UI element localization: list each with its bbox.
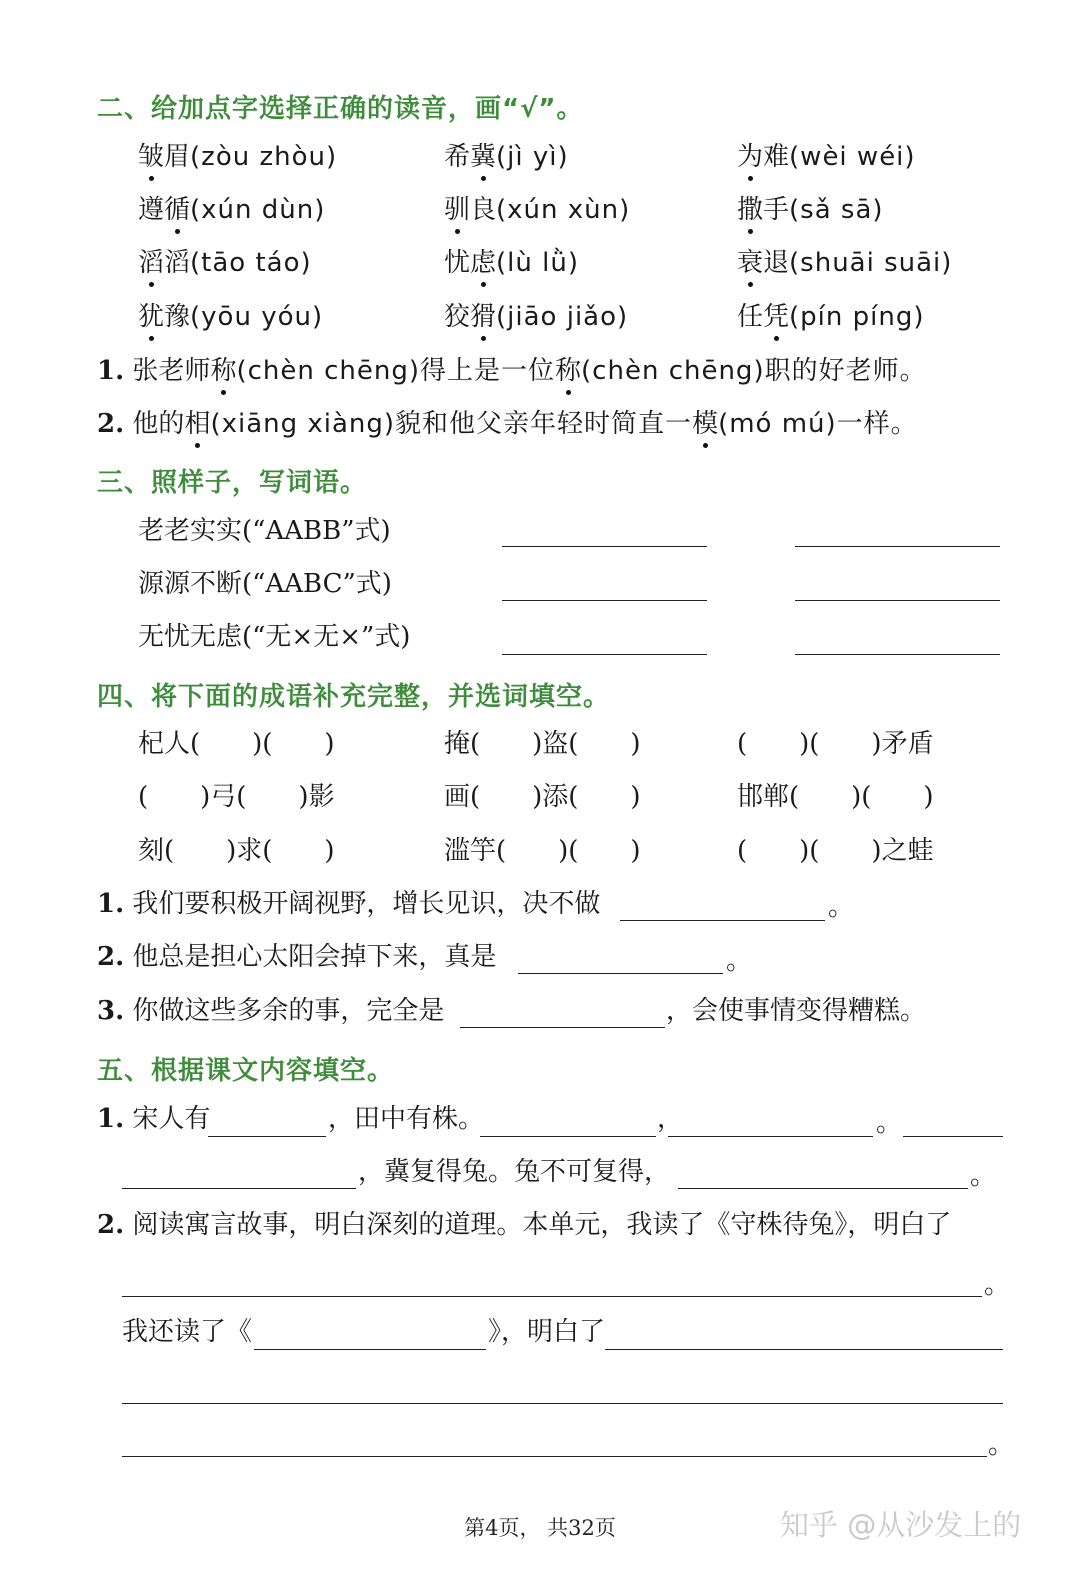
pinyin-sentence-1: 1. 张老师称(chèn chēng)得上是一位称(chèn chēng)职的好老师。 bbox=[97, 356, 927, 386]
page-footer: 第4页， 共32页 bbox=[464, 1516, 616, 1540]
answer-blank[interactable] bbox=[518, 973, 723, 974]
period: 。 bbox=[970, 1161, 997, 1191]
idiom-item[interactable]: 刻( )求( ) bbox=[138, 836, 335, 866]
watermark: 知乎 @从沙发上的 bbox=[780, 1508, 1022, 1542]
answer-blank[interactable] bbox=[795, 654, 1000, 655]
idiom-item[interactable]: 杞人( )( ) bbox=[138, 729, 335, 759]
idiom-item[interactable]: ( )( )之蛙 bbox=[737, 836, 934, 866]
word-pattern-item: 无忧无虑(“无×无×”式) bbox=[138, 622, 411, 652]
answer-blank[interactable] bbox=[795, 600, 1000, 601]
answer-blank[interactable] bbox=[122, 1296, 982, 1297]
text-fragment: ， bbox=[657, 1104, 684, 1134]
pinyin-item: 衰退(shuāi suāi) bbox=[737, 248, 953, 278]
pinyin-item: 皱眉(zòu zhòu) bbox=[138, 142, 338, 172]
reading-question: 2. 阅读寓言故事，明白深刻的道理。本单元，我读了《守株待兔》，明白了 bbox=[97, 1210, 952, 1240]
pinyin-item: 驯良(xún xùn) bbox=[444, 195, 631, 225]
answer-blank[interactable] bbox=[502, 654, 707, 655]
fill-question-1: 1. 我们要积极开阔视野，增长见识，决不做 bbox=[97, 889, 601, 919]
period: 。 bbox=[984, 1270, 1011, 1300]
answer-blank[interactable] bbox=[460, 1027, 665, 1028]
answer-blank[interactable] bbox=[795, 546, 1000, 547]
pinyin-item: 遵循(xún dùn) bbox=[138, 195, 326, 225]
answer-blank[interactable] bbox=[254, 1349, 486, 1350]
idiom-item[interactable]: ( )( )矛盾 bbox=[737, 729, 934, 759]
pinyin-item: 为难(wèi wéi) bbox=[737, 142, 916, 172]
text-fragment: ，冀复得兔。兔不可复得， bbox=[358, 1157, 671, 1187]
text-fragment: ，田中有株。 bbox=[328, 1104, 485, 1134]
answer-blank[interactable] bbox=[620, 920, 825, 921]
fill-question-2: 2. 他总是担心太阳会掉下来，真是 bbox=[97, 942, 497, 972]
answer-blank[interactable] bbox=[122, 1188, 356, 1189]
answer-blank[interactable] bbox=[605, 1349, 1003, 1350]
pinyin-item: 滔滔(tāo táo) bbox=[138, 248, 312, 278]
period: 。 bbox=[828, 892, 855, 922]
idiom-item[interactable]: 画( )添( ) bbox=[444, 782, 641, 812]
answer-blank[interactable] bbox=[122, 1456, 987, 1457]
pinyin-item: 忧虑(lù lǜ) bbox=[444, 248, 579, 278]
answer-blank[interactable] bbox=[678, 1188, 968, 1189]
period: 。 bbox=[726, 946, 753, 976]
period: 。 bbox=[988, 1430, 1015, 1460]
idiom-item[interactable]: ( )弓( )影 bbox=[138, 782, 335, 812]
fill-question-3: 3. 你做这些多余的事，完全是 bbox=[97, 996, 445, 1026]
pinyin-sentence-2: 2. 他的相(xiāng xiàng)貌和他父亲年轻时简直一模(mó mú)一样。 bbox=[97, 409, 918, 439]
answer-blank[interactable] bbox=[208, 1136, 326, 1137]
answer-blank[interactable] bbox=[502, 546, 707, 547]
question-tail: ，会使事情变得糟糕。 bbox=[666, 996, 927, 1026]
section-5-heading: 五、根据课文内容填空。 bbox=[97, 1056, 395, 1086]
pinyin-item: 撒手(sǎ sā) bbox=[737, 195, 884, 225]
answer-blank[interactable] bbox=[903, 1136, 1003, 1137]
pinyin-item: 希冀(jì yì) bbox=[444, 142, 569, 172]
idiom-item[interactable]: 掩( )盗( ) bbox=[444, 729, 641, 759]
text-fragment: 我还读了《 bbox=[122, 1317, 253, 1347]
answer-blank[interactable] bbox=[122, 1403, 1003, 1404]
answer-blank[interactable] bbox=[502, 600, 707, 601]
text-fragment: 》，明白了 bbox=[488, 1317, 606, 1347]
period: 。 bbox=[876, 1108, 903, 1138]
word-pattern-item: 源源不断(“AABC”式) bbox=[138, 569, 392, 599]
section-4-heading: 四、将下面的成语补充完整，并选词填空。 bbox=[97, 682, 611, 712]
answer-blank[interactable] bbox=[668, 1136, 873, 1137]
pinyin-item: 任凭(pín píng) bbox=[737, 302, 925, 332]
answer-blank[interactable] bbox=[480, 1136, 656, 1137]
pinyin-item: 狡猾(jiāo jiǎo) bbox=[444, 302, 629, 332]
pinyin-item: 犹豫(yōu yóu) bbox=[138, 302, 324, 332]
section-3-heading: 三、照样子，写词语。 bbox=[97, 468, 368, 498]
idiom-item[interactable]: 邯郸( )( ) bbox=[737, 782, 934, 812]
text-fill-1-start: 1. 宋人有 bbox=[97, 1104, 211, 1134]
word-pattern-item: 老老实实(“AABB”式) bbox=[138, 516, 391, 546]
idiom-item[interactable]: 滥竽( )( ) bbox=[444, 836, 641, 866]
section-2-heading: 二、给加点字选择正确的读音，画“√”。 bbox=[97, 94, 584, 124]
